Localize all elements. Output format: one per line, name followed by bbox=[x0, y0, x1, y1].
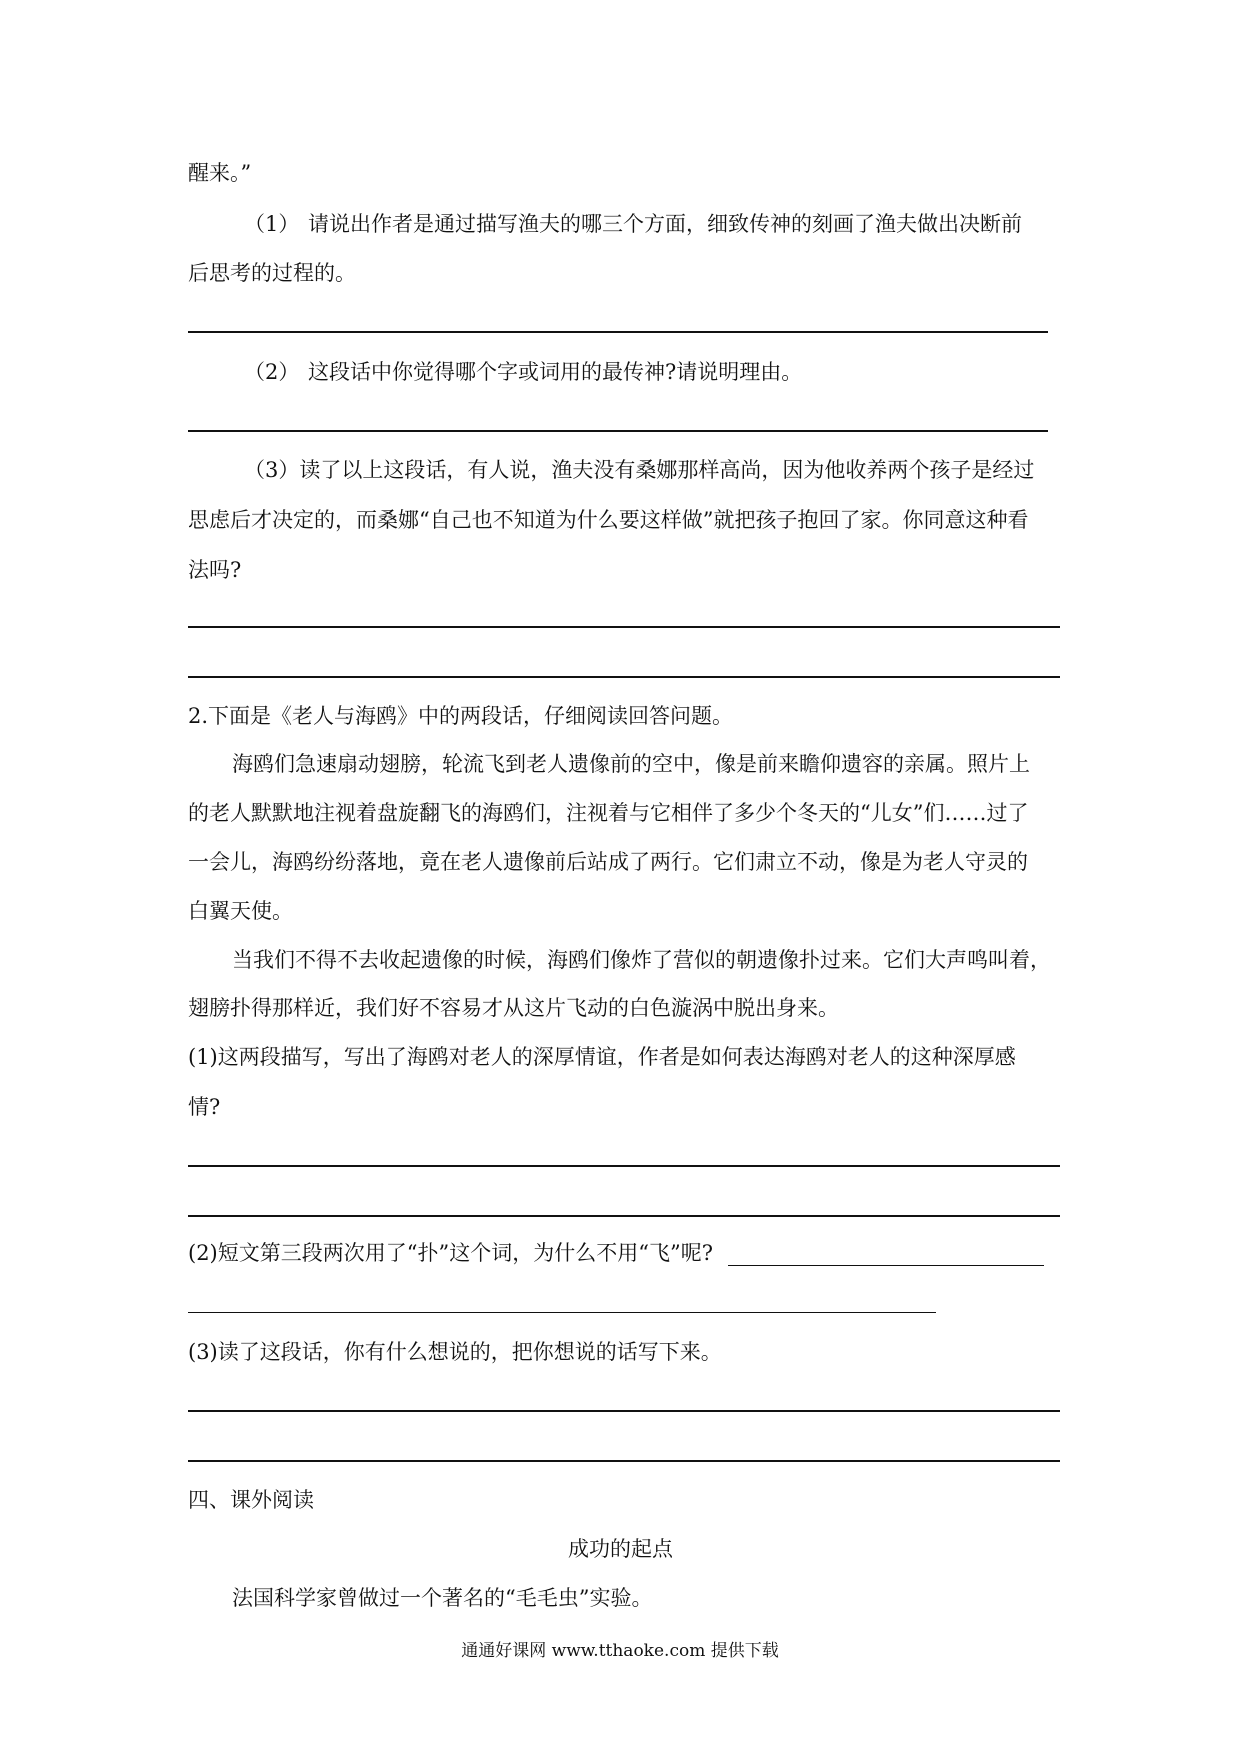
answer-line[interactable] bbox=[188, 1312, 936, 1313]
answer-line[interactable] bbox=[188, 430, 1048, 432]
answer-line[interactable] bbox=[188, 331, 1048, 333]
question-number: （1） bbox=[244, 212, 300, 236]
answer-line[interactable] bbox=[188, 1165, 1060, 1167]
passage-line: 当我们不得不去收起遗像的时候，海鸥们像炸了营似的朝遗像扑过来。它们大声鸣叫着， bbox=[232, 948, 1051, 972]
question-text: 情? bbox=[188, 1095, 221, 1119]
passage-line: 一会儿，海鸥纷纷落地，竟在老人遗像前后站成了两行。它们肃立不动，像是为老人守灵的 bbox=[188, 850, 1028, 874]
section-intro: 2.下面是《老人与海鸥》中的两段话，仔细阅读回答问题。 bbox=[188, 704, 734, 728]
reading-title: 成功的起点 bbox=[568, 1537, 673, 1561]
passage-line: 白翼天使。 bbox=[188, 899, 293, 923]
question-text: （3）读了以上这段话，有人说，渔夫没有桑娜那样高尚，因为他收养两个孩子是经过 bbox=[244, 458, 1035, 482]
section-heading: 四、课外阅读 bbox=[188, 1488, 314, 1512]
answer-line[interactable] bbox=[188, 1460, 1060, 1462]
question-text: 法吗? bbox=[188, 558, 242, 582]
question-text: (1)这两段描写，写出了海鸥对老人的深厚情谊，作者是如何表达海鸥对老人的这种深厚感 bbox=[188, 1045, 1016, 1069]
question-text: 思虑后才决定的，而桑娜“自己也不知道为什么要这样做”就把孩子抱回了家。你同意这种看 bbox=[188, 508, 1029, 532]
question-text: 请说出作者是通过描写渔夫的哪三个方面，细致传神的刻画了渔夫做出决断前 bbox=[308, 212, 1022, 236]
passage-line: 的老人默默地注视着盘旋翻飞的海鸥们，注视着与它相伴了多少个冬天的“儿女”们……过了 bbox=[188, 801, 1029, 825]
answer-line[interactable] bbox=[188, 1410, 1060, 1412]
question-text: (3)读了这段话，你有什么想说的，把你想说的话写下来。 bbox=[188, 1340, 722, 1364]
answer-line[interactable] bbox=[728, 1265, 1044, 1266]
passage-line: 海鸥们急速扇动翅膀，轮流飞到老人遗像前的空中，像是前来瞻仰遗容的亲属。照片上 bbox=[232, 752, 1030, 776]
answer-line[interactable] bbox=[188, 1215, 1060, 1217]
question-number: （2） bbox=[244, 360, 300, 384]
answer-line[interactable] bbox=[188, 626, 1060, 628]
answer-line[interactable] bbox=[188, 676, 1060, 678]
question-text: 后思考的过程的。 bbox=[188, 261, 356, 285]
question-text: 这段话中你觉得哪个字或词用的最传神?请说明理由。 bbox=[308, 360, 803, 384]
page-footer: 通通好课网 www.tthaoke.com 提供下载 bbox=[461, 1641, 779, 1661]
passage-line: 翅膀扑得那样近，我们好不容易才从这片飞动的白色漩涡中脱出身来。 bbox=[188, 996, 839, 1020]
question-text: (2)短文第三段两次用了“扑”这个词，为什么不用“飞”呢? bbox=[188, 1241, 713, 1265]
passage-line: 法国科学家曾做过一个著名的“毛毛虫”实验。 bbox=[232, 1586, 653, 1610]
continuation-line: 醒来。” bbox=[188, 161, 252, 185]
